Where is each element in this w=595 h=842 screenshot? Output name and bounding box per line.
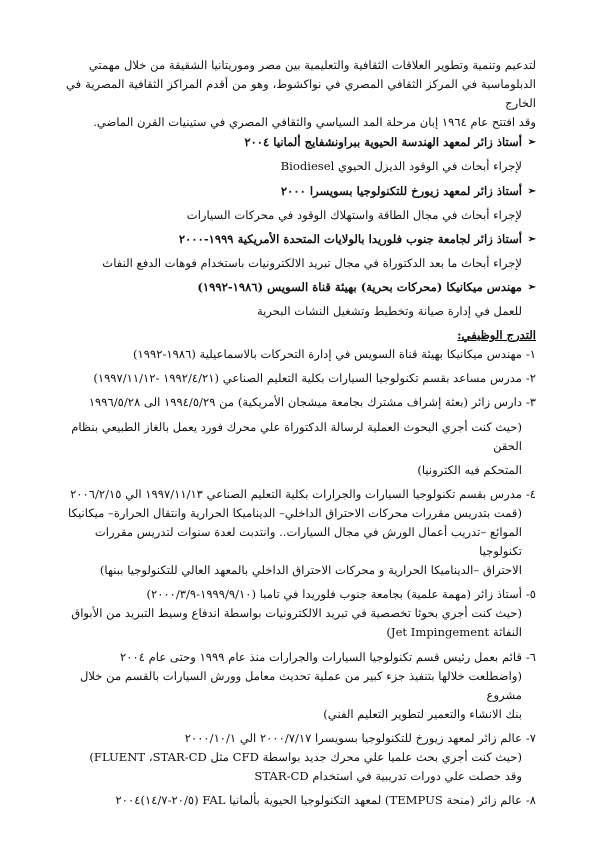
position-title: ➢ مهندس ميكانيكا (محركات بحرية) بهيئة قناة السويس (١٩٨٦-١٩٩٢)	[66, 278, 536, 297]
item-number: ٥-	[525, 587, 536, 602]
position-title: ➢ أستاذ زائر لمعهد الهندسة الحيوية ببراونشفايج ألمانيا ٢٠٠٤	[66, 133, 536, 152]
career-item	[66, 369, 536, 388]
position-title: ➢ أستاذ زائر لمعهد زيورخ للتكنولوجيا بسويسرا ٢٠٠٠	[66, 182, 536, 201]
career-item	[66, 791, 536, 810]
item-continuation: (حيث كنت أجري بحوثا تخصصية في تبريد الالكترونيات بواسطة اندفاع وسيط التبريد من الأبواق	[71, 606, 522, 621]
intro-line: وقد افتتح عام ١٩٦٤ إبان مرحلة المد السياسي والثقافي المصري في ستينيات القرن الماضي.	[93, 115, 536, 130]
intro-line: الدبلوماسية في المركز الثقافي المصري في نواكشوط، وهو من أقدم المراكز الثقافية المصرية في الخارج	[66, 77, 536, 111]
position-title: ➢ أستاذ زائر لجامعة جنوب فلوريدا بالولايات المتحدة الأمريكية ١٩٩٩-٢٠٠٠	[66, 230, 536, 249]
item-text: عالم زائر لمعهد زيورخ للتكنولوجيا بسويسرا ٢٠٠٠/٧/١٧ الي ٢٠٠٠/١٠/١	[184, 730, 522, 745]
position-desc: لإجراء أبحاث ما بعد الدكتوراة في مجال تبريد الالكترونيات باستخدام فوهات الدفع النفاث	[102, 255, 522, 270]
item-text: مدرس بقسم تكنولوجيا السيارات والجرارات بكلية التعليم الصناعي ١٩٩٧/١١/١٣ الي ٢٠٠٦/٢/١٥	[70, 486, 522, 501]
item-continuation: وقد حصلت علي دورات تدريبية في استخدام STAR-CD	[254, 769, 522, 784]
item-number: ٧-	[525, 730, 536, 745]
item-number: ٦-	[525, 649, 536, 664]
career-item	[66, 729, 536, 748]
item-continuation: (واضطلعت خلالها بتنفيذ جزء كبير من عملية تحديث معامل وورش السيارات بالقسم من خلال مشروع	[79, 668, 522, 702]
item-number: ٣-	[525, 395, 536, 410]
item-continuation: (حيث كنت أجري بحث علميا علي محرك جديد بواسطة CFD مثل FLUENT ،STAR-CD)	[89, 750, 522, 764]
item-continuation: بنك الانشاء والتعمير لتطوير التعليم الفني)	[323, 706, 522, 721]
item-number: ٢-	[525, 371, 536, 386]
career-item	[66, 585, 536, 604]
position-desc: لإجراء أبحاث في مجال الطاقة واستهلاك الوقود في محركات السيارات	[186, 207, 522, 222]
item-text: دارس زائر (بعثة إشراف مشترك بجامعة ميشجان الأمريكية) من ١٩٩٤/٥/٢٩ الى ١٩٩٦/٥/٢٨	[88, 395, 522, 410]
career-item	[66, 485, 536, 504]
item-continuation: المتحكم فيه الكترونيا)	[417, 462, 522, 477]
item-text: قائم بعمل رئيس قسم تكنولوجيا السيارات والجرارات منذ عام ١٩٩٩ وحتى عام ٢٠٠٤	[120, 649, 522, 664]
item-continuation: الموائع –تدريب أعمال الورش في مجال السيارات.. وانتدبت لعدة سنوات لتدريس مقررات تكنولوجيا	[94, 524, 522, 559]
position-desc: للعمل في إدارة صيانة وتخطيط وتشغيل النشات البحرية	[256, 304, 522, 319]
item-number: ١-	[525, 347, 536, 362]
item-text: أستاذ زائر (مهمة علمية) بجامعة جنوب فلوريدا في تامبا (١٩٩٩/٩/١٠-٢٠٠٠/٣/٩)	[146, 587, 522, 602]
item-text: مهندس ميكانيكا بهيئة قناة السويس في إدارة التحركات بالاسماعيلية (١٩٨٦-١٩٩٢)	[133, 347, 522, 362]
career-item	[66, 648, 536, 667]
intro-line: لتدعيم وتنمية وتطوير العلاقات الثقافية والتعليمية بين مصر وموريتانيا الشقيقة من خلال مهمتي	[88, 58, 536, 72]
career-item	[66, 345, 536, 364]
item-continuation: (قمت بتدريس مقررات محركات الاحتراق الداخلي– الديناميكا الحرارية وانتقال الحرارة– ميكانيكا	[68, 505, 522, 520]
item-number: ٨-	[525, 793, 536, 808]
item-continuation: النفاثة Jet Impingement)	[386, 625, 522, 640]
document-page	[66, 56, 536, 810]
item-continuation: (حيث كنت أجري البحوث العملية لرسالة الدكتوراة علي محرك فورد يعمل بالغاز الطبيعي بنظام الحقن	[71, 419, 522, 453]
position-desc: لإجراء أبحاث في الوقود الديزل الحيوي Biodiesel	[280, 159, 522, 174]
item-text: عالم زائر (منحة TEMPUS) لمعهد التكنولوجيا الحيوية بألمانيا FAL (٢٠/٥-١٤/٧)٢٠٠٤	[115, 793, 522, 808]
item-continuation: الاحتراق –الديناميكا الحرارية و محركات الاحتراق الداخلي بالمعهد العالي للتكنولوجيا ببنها)	[99, 563, 522, 578]
item-number: ٤-	[525, 486, 536, 501]
career-item	[66, 393, 536, 412]
item-text: مدرس مساعد بقسم تكنولوجيا السيارات بكلية التعليم الصناعي (١٩٩٢/٤/٢١ -١٩٩٧/١١/١٢)	[93, 371, 522, 386]
career-heading: التدرج الوظيفي:	[457, 328, 536, 343]
